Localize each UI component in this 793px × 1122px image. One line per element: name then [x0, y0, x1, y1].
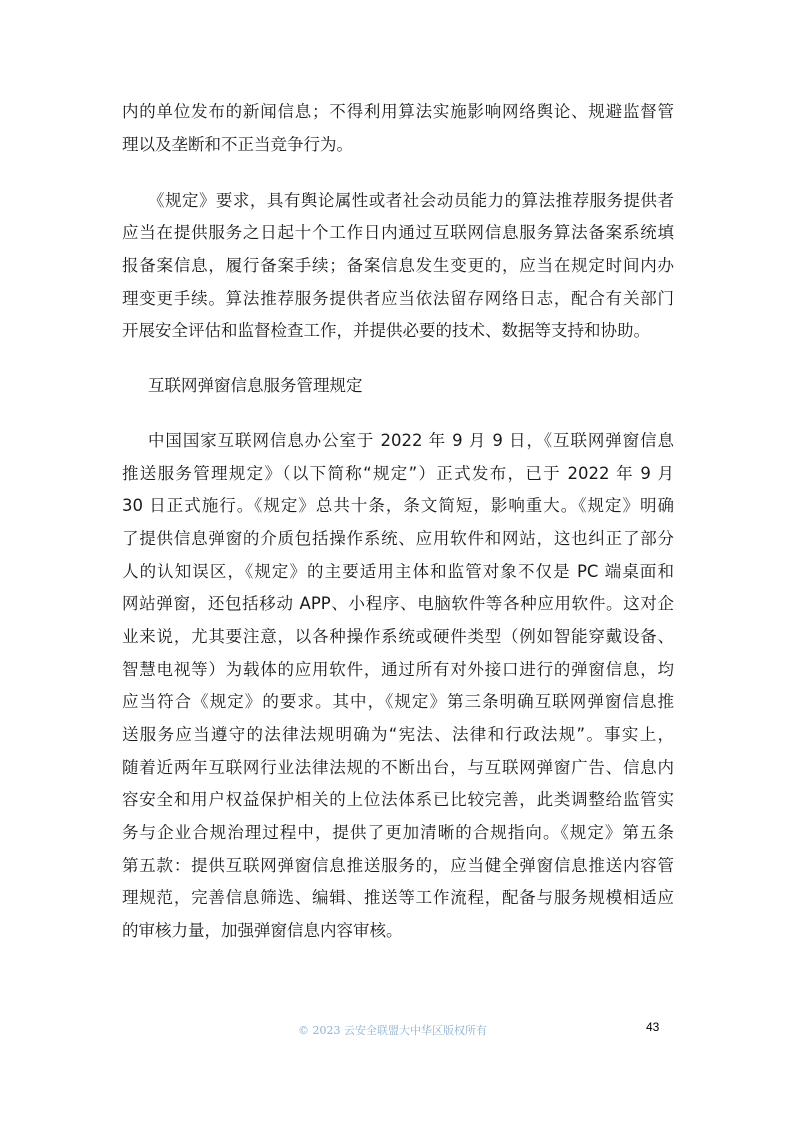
- paragraph-1-line-1: 内的单位发布的新闻信息；不得利用算法实施影响网络舆论、规避监督管: [122, 102, 674, 121]
- paragraph-3-line-2: 推送服务管理规定》（以下简称“规定”）正式发布，已于 2022 年 9 月: [122, 464, 674, 483]
- page-number: 43: [646, 1020, 660, 1034]
- paragraph-2-line-3: 报备案信息，履行备案手续；备案信息发生变更的，应当在规定时间内办: [122, 256, 674, 275]
- paragraph-3-line-16: 的审核力量，加强弹窗信息内容审核。: [122, 921, 403, 940]
- paragraph-3-line-13: 务与企业合规治理过程中，提供了更加清晰的合规指向。《规定》第五条: [122, 823, 674, 842]
- section-heading: 互联网弹窗信息服务管理规定: [148, 376, 363, 395]
- footer-copyright: © 2023 云安全联盟大中华区版权所有: [298, 1024, 487, 1037]
- paragraph-3-line-6: 网站弹窗，还包括移动 APP、小程序、电脑软件等各种应用软件。这对企: [122, 594, 674, 613]
- paragraph-3-line-7: 业来说，尤其要注意，以各种操作系统或硬件类型（例如智能穿戴设备、: [122, 627, 674, 646]
- paragraph-2-line-2: 应当在提供服务之日起十个工作日内通过互联网信息服务算法备案系统填: [122, 223, 674, 242]
- paragraph-3-line-15: 理规范，完善信息筛选、编辑、推送等工作流程，配备与服务规模相适应: [122, 888, 674, 907]
- paragraph-3-line-12: 容安全和用户权益保护相关的上位法体系已比较完善，此类调整给监管实: [122, 790, 674, 809]
- paragraph-1-line-2: 理以及垄断和不正当竞争行为。: [122, 135, 353, 154]
- paragraph-3-line-1: 中国国家互联网信息办公室于 2022 年 9 月 9 日，《互联网弹窗信息: [148, 431, 674, 450]
- paragraph-2-line-4: 理变更手续。算法推荐服务提供者应当依法留存网络日志，配合有关部门: [122, 289, 674, 308]
- paragraph-2-line-1: 《规定》要求，具有舆论属性或者社会动员能力的算法推荐服务提供者: [148, 191, 674, 210]
- paragraph-3-line-10: 送服务应当遵守的法律法规明确为“宪法、法律和行政法规”。事实上，: [122, 725, 674, 744]
- paragraph-3-line-9: 应当符合《规定》的要求。其中，《规定》第三条明确互联网弹窗信息推: [122, 692, 674, 711]
- paragraph-3-line-5: 人的认知误区，《规定》的主要适用主体和监管对象不仅是 PC 端桌面和: [122, 562, 674, 581]
- paragraph-3-line-4: 了提供信息弹窗的介质包括操作系统、应用软件和网站，这也纠正了部分: [122, 529, 674, 548]
- paragraph-2-line-5: 开展安全评估和监督检查工作，并提供必要的技术、数据等支持和协助。: [122, 321, 650, 340]
- paragraph-3-line-8: 智慧电视等）为载体的应用软件，通过所有对外接口进行的弹窗信息，均: [122, 660, 674, 679]
- paragraph-3-line-3: 30 日正式施行。《规定》总共十条，条文简短，影响重大。《规定》明确: [122, 496, 674, 515]
- paragraph-3-line-11: 随着近两年互联网行业法律法规的不断出台，与互联网弹窗广告、信息内: [122, 758, 674, 777]
- paragraph-3-line-14: 第五款：提供互联网弹窗信息推送服务的，应当健全弹窗信息推送内容管: [122, 856, 674, 875]
